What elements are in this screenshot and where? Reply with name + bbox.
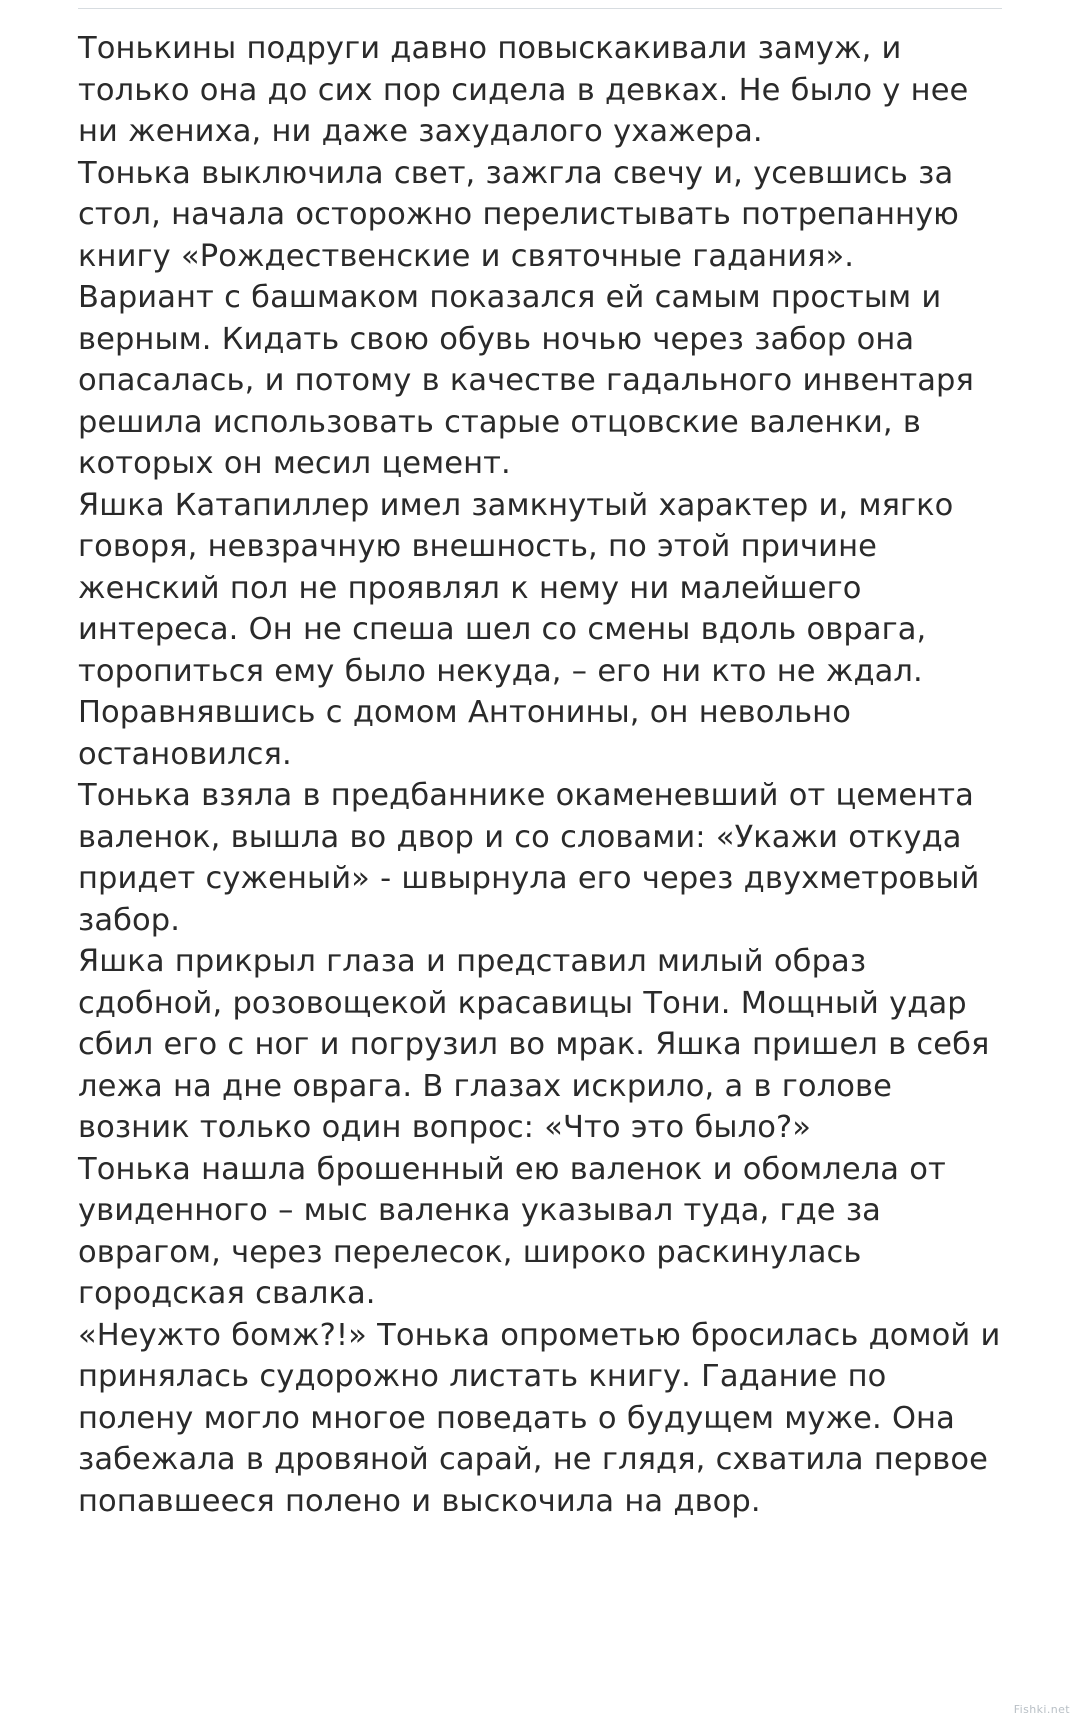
- paragraph: Яшка прикрыл глаза и представил милый образ сдобной, розовощекой красавицы Тони. Мощный удар сбил его с ног и погрузил во мрак. Яшка пришел в себя лежа на дне оврага. В глазах искрило, а в голове возник только один вопрос: «Что это было?»: [78, 944, 990, 1145]
- paragraph: Тонька взяла в предбаннике окаменевший от цемента валенок, вышла во двор и со словами: «Укажи откуда придет суженый» - швырнула его через двухметровый забор.: [78, 778, 980, 938]
- paragraph: Тонька выключила свет, зажгла свечу и, усевшись за стол, начала осторожно перелистывать потрепанную книгу «Рождественские и святочные гадания».: [78, 155, 959, 274]
- paragraph: «Неужто бомж?!» Тонька опрометью бросилась домой и принялась судорожно листать книгу. Гадание по полену могло многое поведать о будущем муже. Она забежала в дровяной сарай, не глядя, схватила первое попавшееся полено и выскочила на двор.: [78, 1317, 1001, 1519]
- paragraph: Вариант с башмаком показался ей самым простым и верным. Кидать свою обувь ночью через забор она опасалась, и потому в качестве гадального инвентаря решила использовать старые отцовские валенки, в которых он месил цемент.: [78, 280, 974, 481]
- paragraph: Тонькины подруги давно повыскакивали замуж, и только она до сих пор сидела в девках. Не было у нее ни жениха, ни даже захудалого ухажера.: [78, 31, 969, 149]
- site-watermark: Fishki.net: [1013, 1703, 1070, 1716]
- paragraph: Яшка Катапиллер имел замкнутый характер и, мягко говоря, невзрачную внешность, по этой причине женский пол не проявлял к нему ни малейшего интереса. Он не спеша шел со смены вдоль оврага, торопиться ему было некуда, – его ни кто не ждал. Поравнявшись с домом Антонины, он невольно остановился.: [78, 487, 954, 772]
- paragraph: Тонька нашла брошенный ею валенок и обомлела от увиденного – мыс валенка указывал туда, где за оврагом, через перелесок, широко раскинулась городская свалка.: [78, 1151, 946, 1311]
